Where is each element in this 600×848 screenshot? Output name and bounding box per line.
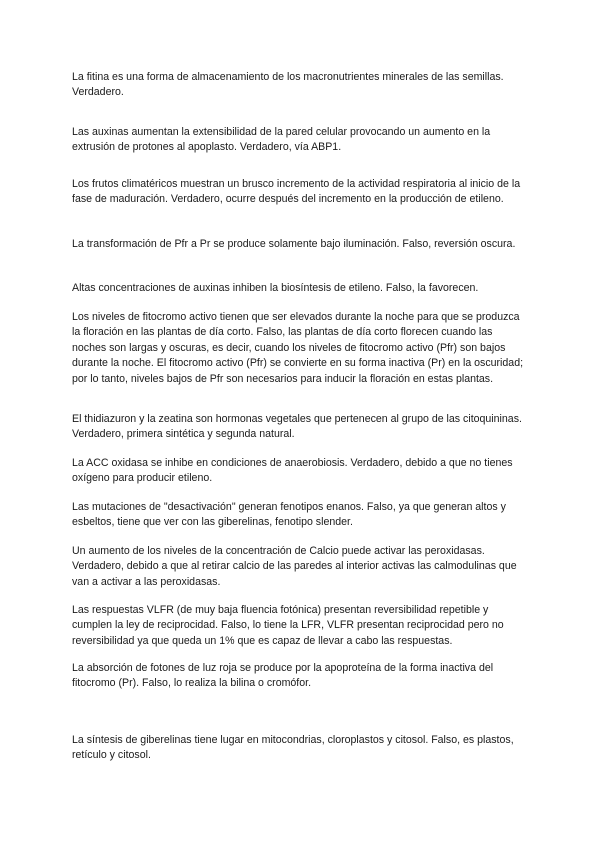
paragraph-calcio: Un aumento de los niveles de la concentración de Calcio puede activar las peroxidasas. Verdadero, debido a que al retirar calcio de las paredes al interior activas las calmodulinas que van a activar a las peroxidasas. bbox=[72, 545, 517, 588]
paragraph-acc-oxidasa: La ACC oxidasa se inhibe en condiciones de anaerobiosis. Verdadero, debido a que no tienes oxígeno para producir etileno. bbox=[72, 457, 513, 485]
paragraph-auxinas-etileno: Altas concentraciones de auxinas inhiben la biosíntesis de etileno. Falso, la favorecen. bbox=[72, 282, 479, 294]
paragraph-giberelinas: La síntesis de giberelinas tiene lugar en mitocondrias, cloroplastos y citosol. Falso, es plastos, retículo y citosol. bbox=[72, 734, 514, 762]
paragraph-pfr-pr: La transformación de Pfr a Pr se produce solamente bajo iluminación. Falso, reversión oscura. bbox=[72, 238, 516, 250]
paragraph-fotones-luz-roja: La absorción de fotones de luz roja se produce por la apoproteína de la forma inactiva del fitocromo (Pr). Falso, lo realiza la bilina o cromófor. bbox=[72, 662, 494, 690]
paragraph-citoquininas: El thidiazuron y la zeatina son hormonas vegetales que pertenecen al grupo de las citoquininas. Verdadero, primera sintética y segunda natural. bbox=[72, 413, 522, 441]
paragraph-vlfr: Las respuestas VLFR (de muy baja fluencia fotónica) presentan reversibilidad repetible y cumplen la ley de reciprocidad. Falso, lo tiene la LFR, VLFR presentan reciprocidad pero no reversibilidad ya que queda un 1% que es capaz de llevar a cabo las respuestas. bbox=[72, 604, 504, 647]
paragraph-frutos-climatericos: Los frutos climatéricos muestran un brusco incremento de la actividad respiratoria al inicio de la fase de maduración. Verdadero, ocurre después del incremento en la producción de etileno. bbox=[72, 178, 521, 206]
paragraph-fitina: La fitina es una forma de almacenamiento de los macronutrientes minerales de las semillas. Verdadero. bbox=[72, 71, 504, 99]
paragraph-mutaciones: Las mutaciones de "desactivación" generan fenotipos enanos. Falso, ya que generan altos y esbeltos, tiene que ver con las giberelinas, fenotipo slender. bbox=[72, 501, 506, 529]
paragraph-auxinas-pared: Las auxinas aumentan la extensibilidad de la pared celular provocando un aumento en la extrusión de protones al apoplasto. Verdadero, vía ABP1. bbox=[72, 126, 491, 154]
paragraph-fitocromo-noche: Los niveles de fitocromo activo tienen que ser elevados durante la noche para que se produzca la floración en las plantas de día corto. Falso, las plantas de día corto florecen cuando las noches son largas y oscuras, es decir, cuando los niveles de fitocromo activo (Pfr) son bajos durante la noche. El fitocromo activo (Pfr) se convierte en su forma inactiva (Pr) en la oscuridad; por lo tanto, niveles bajos de Pfr son necesarios para inducir la floración en estas plantas. bbox=[72, 311, 524, 385]
